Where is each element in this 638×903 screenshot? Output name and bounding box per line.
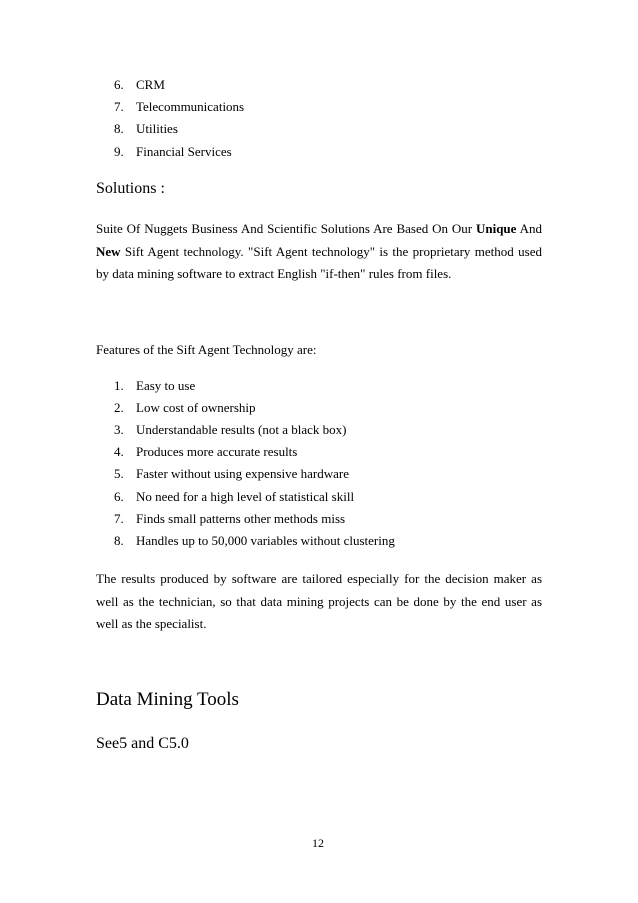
list-item-number: 4.: [114, 444, 124, 459]
list-item-number: 9.: [114, 144, 124, 159]
list-item-number: 5.: [114, 466, 124, 481]
list-item-text: Finds small patterns other methods miss: [136, 511, 346, 526]
list-item-text: CRM: [136, 77, 165, 92]
list-item-number: 8.: [114, 533, 124, 548]
list-item-text: Produces more accurate results: [136, 444, 298, 459]
solutions-bold-new: New: [96, 243, 121, 259]
list-item-text: Utilities: [136, 121, 178, 136]
results-paragraph: [96, 568, 542, 636]
list-item-number: 3.: [114, 422, 124, 437]
solutions-text-2: And: [516, 221, 542, 236]
list-item-text: Easy to use: [136, 378, 196, 393]
solutions-heading: Solutions :: [96, 180, 165, 197]
list-item-text: Telecommunications: [136, 99, 245, 114]
page-number: 12: [312, 836, 324, 850]
list-item-text: Faster without using expensive hardware: [136, 466, 350, 481]
data-mining-tools-heading: Data Mining Tools: [96, 689, 239, 710]
list-item-number: 6.: [114, 77, 124, 92]
solutions-text-3: Sift Agent technology. "Sift Agent technology" is the proprietary method used by data mining software to extract English "if-then" rules from files.: [96, 243, 542, 281]
see5-subheading: See5 and C5.0: [96, 735, 189, 752]
list-item-text: Handles up to 50,000 variables without clustering: [136, 533, 395, 548]
list-item-text: Understandable results (not a black box): [136, 422, 347, 437]
solutions-text-1: Suite Of Nuggets Business And Scientific Solutions Are Based On Our: [96, 221, 476, 236]
solutions-bold-unique: Unique: [475, 221, 517, 236]
list-item-number: 2.: [114, 400, 124, 415]
list-item-text: Low cost of ownership: [136, 400, 256, 415]
list-item-number: 8.: [114, 121, 124, 136]
list-item-number: 6.: [114, 489, 124, 504]
solutions-paragraph: [96, 218, 542, 286]
list-item-number: 7.: [114, 99, 124, 114]
list-item-number: 7.: [114, 511, 124, 526]
list-item-text: Financial Services: [136, 144, 232, 159]
features-intro: Features of the Sift Agent Technology are:: [96, 342, 317, 357]
list-item-text: No need for a high level of statistical skill: [136, 489, 355, 504]
results-text: The results produced by software are tailored especially for the decision maker as well as the technician, so that data mining projects can be done by the end user as well as the specialist.: [96, 571, 542, 631]
list-item-number: 1.: [114, 378, 124, 393]
